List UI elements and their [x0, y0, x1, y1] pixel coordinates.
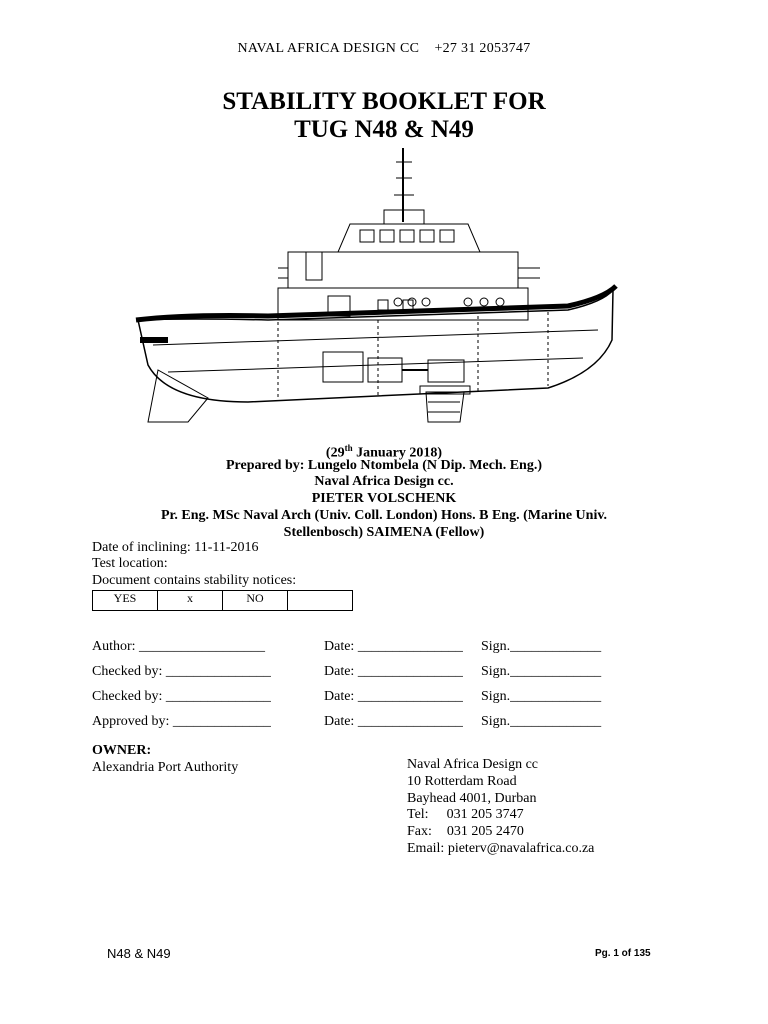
notice-mark-cell: x [158, 591, 223, 611]
prepared-company: Naval Africa Design cc. [314, 474, 454, 489]
address-fax: Fax: 031 205 2470 [407, 824, 524, 839]
notice-no-cell: NO [223, 591, 288, 611]
inclining-date: Date of inclining: 11-11-2016 [92, 540, 259, 555]
checked-by-line-1: Checked by: _______________ [92, 664, 271, 679]
approved-sign: Sign._____________ [481, 714, 602, 729]
header-company: NAVAL AFRICA DESIGN CC [237, 41, 420, 56]
approved-by-line: Approved by: ______________ [92, 714, 271, 729]
author-date: Date: _______________ [324, 639, 463, 654]
address-email: Email: pieterv@navalafrica.co.za [407, 841, 595, 856]
address-city: Bayhead 4001, Durban [407, 791, 537, 806]
notice-blank-cell [288, 591, 353, 611]
issue-date: (29th January 2018) [325, 443, 443, 461]
stability-notices-table [92, 590, 353, 611]
footer-document-id: N48 & N49 [107, 946, 171, 961]
checked-by-line-2: Checked by: _______________ [92, 689, 271, 704]
address-tel: Tel: 031 205 3747 [407, 807, 524, 822]
header-phone: +27 31 2053747 [434, 41, 531, 56]
stability-notices-label: Document contains stability notices: [92, 573, 297, 588]
checked-date-2: Date: _______________ [324, 689, 463, 704]
test-location: Test location: [92, 556, 168, 571]
footer-page-number: Pg. 1 of 135 [595, 948, 651, 959]
author-line: Author: __________________ [92, 639, 266, 654]
tug-side-profile-drawing [128, 140, 620, 432]
document-title-line-2: TUG N48 & N49 [294, 116, 474, 143]
engineer-name: PIETER VOLSCHENK [311, 491, 457, 506]
checked-sign-1: Sign._____________ [481, 664, 602, 679]
checked-sign-2: Sign._____________ [481, 689, 602, 704]
checked-date-1: Date: _______________ [324, 664, 463, 679]
owner-name: Alexandria Port Authority [92, 760, 239, 775]
page-header [0, 41, 768, 57]
engineer-credentials-2: Stellenbosch) SAIMENA (Fellow) [283, 525, 485, 540]
approved-date: Date: _______________ [324, 714, 463, 729]
author-sign: Sign._____________ [481, 639, 602, 654]
document-title-line-1: STABILITY BOOKLET FOR [222, 88, 546, 115]
owner-label: OWNER: [92, 743, 152, 758]
prepared-by: Prepared by: Lungelo Ntombela (N Dip. Mech. Eng.) [225, 458, 543, 473]
engineer-credentials-1: Pr. Eng. MSc Naval Arch (Univ. Coll. London) Hons. B Eng. (Marine Univ. [160, 508, 608, 523]
address-company: Naval Africa Design cc [407, 757, 538, 772]
notice-yes-cell: YES [93, 591, 158, 611]
address-street: 10 Rotterdam Road [407, 774, 517, 789]
